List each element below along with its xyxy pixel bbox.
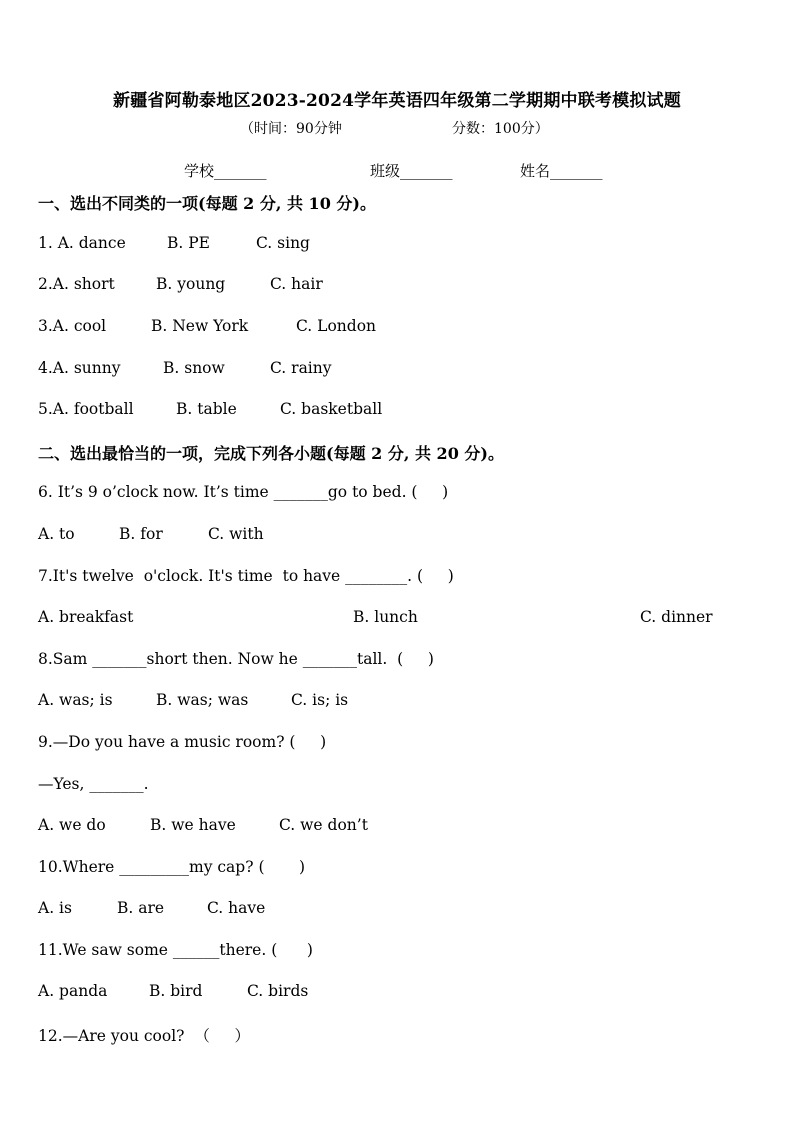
- question-6: 6. It’s 9 o’clock now. It’s time _______go to bed. ( ): [38, 483, 449, 501]
- q2-option-b: B. young: [156, 275, 226, 293]
- q7-option-c: C. dinner: [640, 608, 713, 626]
- question-10: 10.Where _________my cap? ( ): [38, 858, 306, 876]
- q11-option-c: C. birds: [247, 982, 309, 1000]
- q8-option-a: A. was; is: [38, 691, 113, 709]
- q6-option-c: C. with: [208, 525, 264, 543]
- section1-heading: 一、选出不同类的一项(每题 2 分, 共 10 分)。: [38, 194, 376, 213]
- question-8: 8.Sam _______short then. Now he _______tall. ( ): [38, 650, 434, 668]
- exam-score: 分数：100分）: [452, 121, 549, 137]
- name-field: 姓名_______: [520, 162, 603, 180]
- q8-option-c: C. is; is: [291, 691, 349, 709]
- q5-option-c: C. basketball: [280, 400, 383, 418]
- q11-option-a: A. panda: [38, 982, 108, 1000]
- exam-time: （时间：90分钟: [240, 121, 342, 137]
- q10-option-c: C. have: [207, 899, 266, 917]
- question-9: 9.—Do you have a music room? ( ): [38, 733, 327, 751]
- q6-option-a: A. to: [38, 525, 75, 543]
- q3-option-b: B. New York: [151, 317, 249, 335]
- question-9-line2: —Yes, _______.: [38, 775, 149, 793]
- q9-option-b: B. we have: [150, 816, 236, 834]
- exam-title: 新疆省阿勒泰地区2023-2024学年英语四年级第二学期期中联考模拟试题: [113, 91, 681, 111]
- q2-option-c: C. hair: [270, 275, 323, 293]
- q7-option-b: B. lunch: [353, 608, 418, 626]
- q9-option-a: A. we do: [38, 816, 106, 834]
- class-field: 班级_______: [370, 162, 453, 180]
- q4-option-b: B. snow: [163, 359, 225, 377]
- section2-heading: 二、选出最恰当的一项，完成下列各小题(每题 2 分, 共 20 分)。: [38, 444, 504, 463]
- q3-option-c: C. London: [296, 317, 377, 335]
- question-7: 7.It's twelve o'clock. It's time to have ________. ( ): [38, 567, 454, 585]
- q6-option-b: B. for: [119, 525, 163, 543]
- q5-option-a: 5.A. football: [38, 400, 134, 418]
- q1-option-c: C. sing: [256, 234, 310, 252]
- school-field: 学校_______: [184, 162, 267, 180]
- q1-option-a: 1. A. dance: [38, 234, 126, 252]
- q10-option-a: A. is: [38, 899, 72, 917]
- q4-option-a: 4.A. sunny: [38, 359, 121, 377]
- q10-option-b: B. are: [117, 899, 165, 917]
- q4-option-c: C. rainy: [270, 359, 332, 377]
- q1-option-b: B. PE: [167, 234, 210, 252]
- q11-option-b: B. bird: [149, 982, 203, 1000]
- question-11: 11.We saw some ______there. ( ): [38, 941, 313, 959]
- q3-option-a: 3.A. cool: [38, 317, 107, 335]
- q5-option-b: B. table: [176, 400, 237, 418]
- q7-option-a: A. breakfast: [38, 608, 134, 626]
- q9-option-c: C. we don’t: [279, 816, 368, 834]
- q8-option-b: B. was; was: [156, 691, 249, 709]
- question-12: 12.—Are you cool? （ ）: [38, 1027, 250, 1045]
- q2-option-a: 2.A. short: [38, 275, 115, 293]
